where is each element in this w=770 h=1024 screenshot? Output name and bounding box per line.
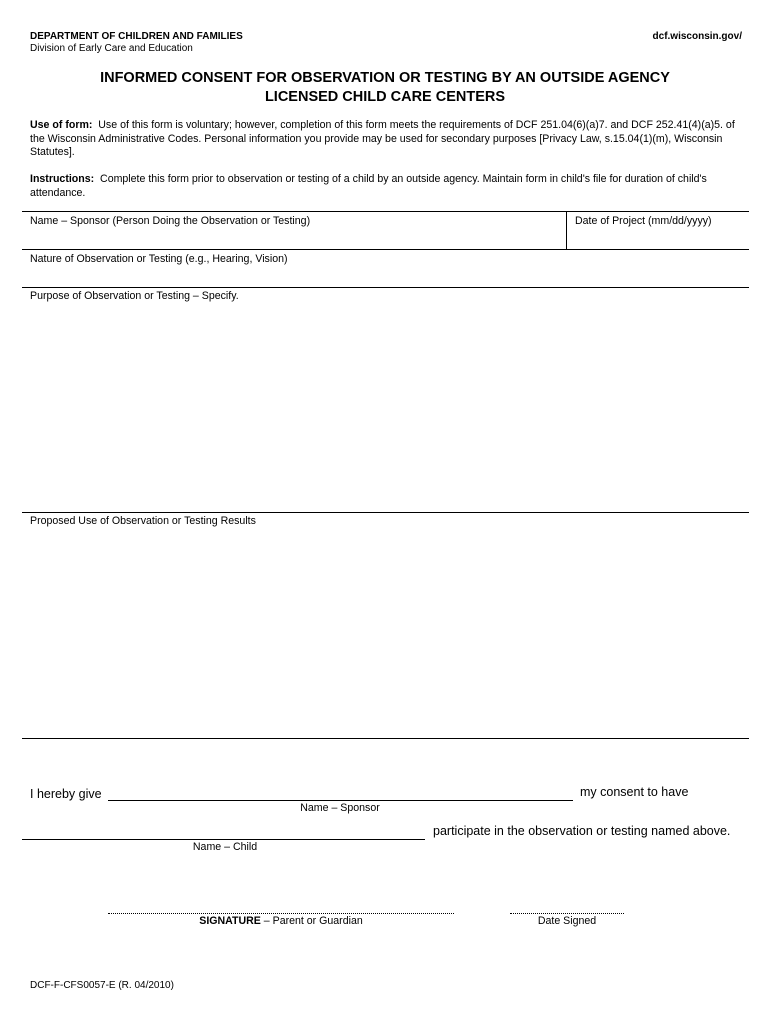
row-divider-1 bbox=[22, 249, 749, 250]
sponsor-name-line[interactable] bbox=[108, 800, 573, 801]
division-name: Division of Early Care and Education bbox=[30, 43, 193, 54]
signature-label-rest: – Parent or Guardian bbox=[260, 915, 363, 927]
signature-line[interactable] bbox=[108, 913, 454, 914]
table-top-border bbox=[22, 211, 749, 212]
date-column-divider bbox=[566, 211, 567, 249]
use-of-form-label: Use of form: bbox=[30, 119, 93, 131]
form-number: DCF-F-CFS0057-E (R. 04/2010) bbox=[30, 980, 174, 991]
use-of-form-paragraph bbox=[30, 119, 742, 160]
instructions-label: Instructions: bbox=[30, 173, 95, 185]
proposed-use-field[interactable]: Proposed Use of Observation or Testing Results bbox=[30, 515, 256, 527]
purpose-field[interactable]: Purpose of Observation or Testing – Specify. bbox=[30, 290, 239, 302]
participate-text: participate in the observation or testing named above. bbox=[433, 824, 731, 838]
agency-name: DEPARTMENT OF CHILDREN AND FAMILIES bbox=[30, 31, 243, 42]
instructions-text: Complete this form prior to observation or testing of a child by an outside agency. Maintain form in child's file for duration of child's attendance. bbox=[30, 173, 707, 199]
date-of-project-field[interactable]: Date of Project (mm/dd/yyyy) bbox=[575, 215, 712, 227]
nature-field[interactable]: Nature of Observation or Testing (e.g., Hearing, Vision) bbox=[30, 253, 288, 265]
instructions-paragraph bbox=[30, 173, 742, 200]
use-of-form-text: Use of this form is voluntary; however, completion of this form meets the requirements of DCF 251.04(6)(a)7. and DCF 252.41(4)(a)5. of the Wisconsin Administrative Codes. Personal information you provide may be used for secondary purposes [Privacy Law, s.15.04(1)(m), Wisconsin Statutes]. bbox=[30, 119, 735, 158]
hereby-give-text: I hereby give bbox=[30, 787, 102, 801]
my-consent-text: my consent to have bbox=[580, 785, 689, 799]
child-name-line[interactable] bbox=[22, 839, 425, 840]
form-subtitle: LICENSED CHILD CARE CENTERS bbox=[264, 89, 506, 105]
name-sponsor-caption: Name – Sponsor bbox=[300, 802, 380, 814]
table-bottom-border bbox=[22, 738, 749, 739]
signature-label: SIGNATURE bbox=[199, 915, 261, 927]
row-divider-3 bbox=[22, 512, 749, 513]
name-child-caption: Name – Child bbox=[192, 841, 258, 853]
signature-caption bbox=[108, 915, 454, 927]
sponsor-name-field[interactable]: Name – Sponsor (Person Doing the Observation or Testing) bbox=[30, 215, 311, 227]
date-signed-line[interactable] bbox=[510, 913, 624, 914]
row-divider-2 bbox=[22, 287, 749, 288]
form-title: INFORMED CONSENT FOR OBSERVATION OR TESTING BY AN OUTSIDE AGENCY bbox=[100, 70, 670, 86]
website-url: dcf.wisconsin.gov/ bbox=[652, 31, 742, 42]
date-signed-caption: Date Signed bbox=[537, 915, 597, 927]
